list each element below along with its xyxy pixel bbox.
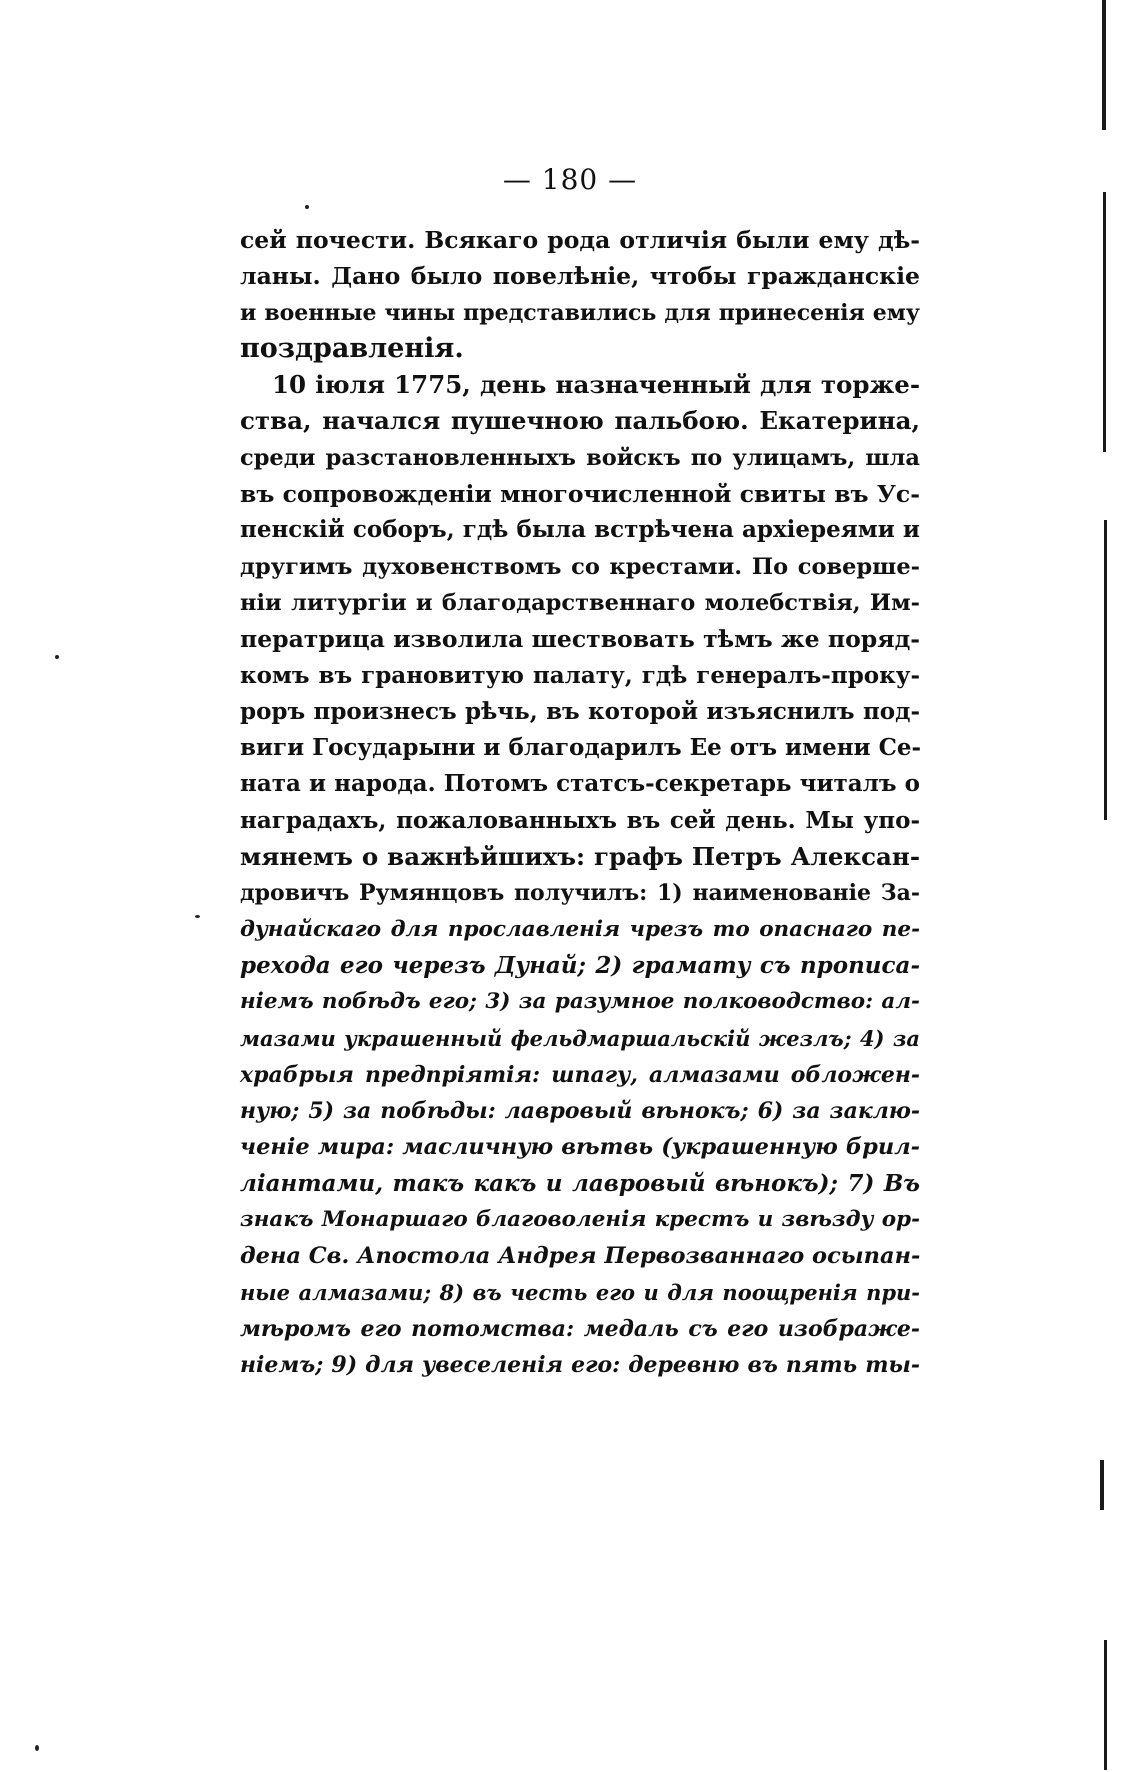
scan-speck bbox=[195, 915, 200, 918]
text-line: среди разстановленныхъ войскъ по улицамъ, шла bbox=[240, 444, 920, 471]
text-line: и военные чины представились для принесенія ему bbox=[240, 299, 920, 326]
text-line: 10 іюля 1775, день назначенный для торже- bbox=[272, 370, 920, 400]
text-line: храбрыя предпріятія: шпагу, алмазами обложен- bbox=[240, 1061, 920, 1088]
text-line: мазами украшенный фельдмаршальскій жезлъ; 4) за bbox=[240, 1025, 920, 1051]
text-line: ланы. Дано было повелѣніе, чтобы гражданскіе bbox=[240, 262, 920, 291]
scan-edge-mark bbox=[1103, 192, 1106, 452]
text-line: роръ произнесъ рѣчь, въ которой изъяснилъ под- bbox=[240, 697, 920, 725]
text-line: дровичъ Румянцовъ получилъ: 1) наименованіе За- bbox=[240, 880, 920, 907]
text-line: ната и народа. Потомъ статсъ-секретарь читалъ о bbox=[240, 770, 920, 798]
text-line: въ сопровожденіи многочисленной свиты въ Ус- bbox=[240, 480, 920, 509]
scan-edge-mark bbox=[1104, 1640, 1107, 1770]
text-line: ніемъ побѣдъ его; 3) за разумное полководство: ал- bbox=[240, 989, 920, 1015]
scan-speck bbox=[55, 655, 59, 659]
text-line: комъ въ грановитую палату, гдѣ генералъ-проку- bbox=[240, 661, 920, 689]
body-text bbox=[240, 222, 920, 1384]
text-line: ніемъ; 9) для увеселенія его: деревню въ пять ты- bbox=[240, 1352, 920, 1379]
text-line: сей почести. Всякаго рода отличія были ему дѣ- bbox=[240, 226, 920, 254]
text-line: пенскій соборъ, гдѣ была встрѣчена архіереями и bbox=[240, 516, 920, 544]
scan-edge-mark bbox=[1102, 0, 1106, 130]
text-line: дунайскаго для прославленія чрезъ то опаснаго пе- bbox=[240, 916, 920, 942]
text-line: поздравленія. bbox=[240, 332, 464, 364]
scan-speck bbox=[305, 205, 309, 209]
text-line: ліантами, такъ какъ и лавровый вѣнокъ); 7) Въ bbox=[240, 1169, 920, 1197]
scan-edge-mark bbox=[1100, 1460, 1104, 1510]
text-line: мѣромъ его потомства: медаль съ его изображе- bbox=[240, 1315, 920, 1342]
text-line: ператрица изволила шествовать тѣмъ же поряд- bbox=[240, 625, 920, 654]
text-line: ные алмазами; 8) въ честь его и для поощренія при- bbox=[240, 1279, 920, 1305]
scan-edge-mark bbox=[1104, 520, 1107, 820]
text-line: мянемъ о важнѣйшихъ: графъ Петръ Алексан- bbox=[240, 842, 920, 872]
text-line: наградахъ, пожалованныхъ въ сей день. Мы упо- bbox=[240, 806, 920, 834]
text-line: ную; 5) за побѣды: лавровый вѣнокъ; 6) за заклю- bbox=[240, 1098, 920, 1125]
text-line: ченіе мира: масличную вѣтвь (украшенную брил- bbox=[240, 1134, 920, 1161]
text-line: рехода его черезъ Дунай; 2) грамату съ прописа- bbox=[240, 951, 920, 979]
scan-speck bbox=[35, 1745, 39, 1751]
text-line: знакъ Монаршаго благоволенія крестъ и звѣзду ор- bbox=[240, 1207, 920, 1233]
text-line: виги Государыни и благодарилъ Ее отъ имени Се- bbox=[240, 734, 922, 762]
text-line: ніи литургіи и благодарственнаго молебствія, Им- bbox=[240, 589, 920, 616]
text-line: ства, начался пушечною пальбою. Екатерина, bbox=[240, 406, 920, 436]
page-number: — 180 — bbox=[502, 163, 638, 196]
text-line: другимъ духовенствомъ со крестами. По соверше- bbox=[240, 553, 920, 580]
text-line: дена Св. Апостола Андрея Первозваннаго осыпан- bbox=[240, 1243, 921, 1270]
